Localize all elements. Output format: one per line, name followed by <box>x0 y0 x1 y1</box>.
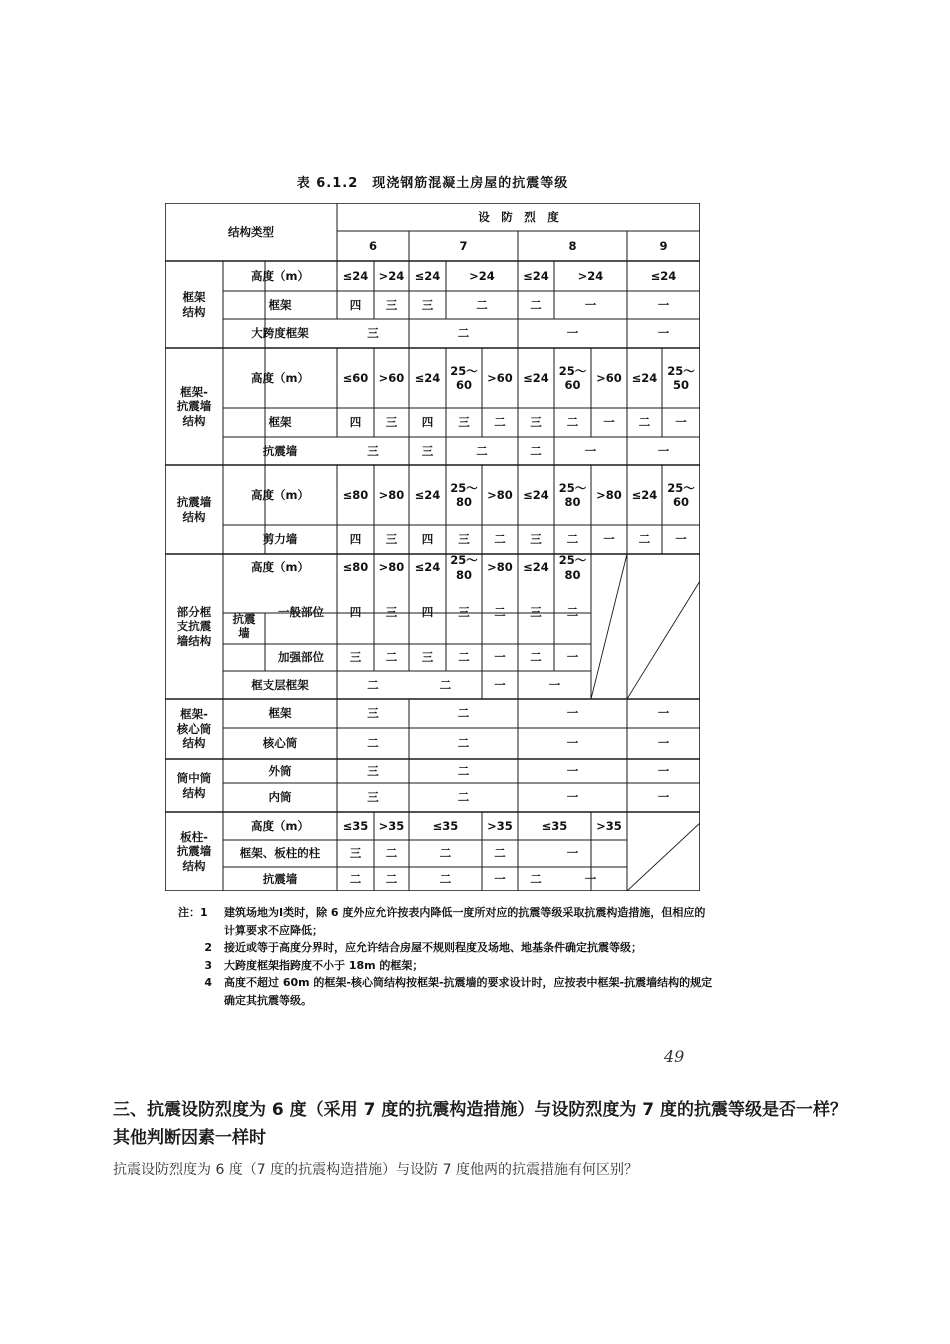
row-label-height: 高度（m） <box>251 560 309 575</box>
height-cell: ≤35 <box>432 818 459 833</box>
height-cell: ≤60 <box>342 370 369 385</box>
row-label-height: 高度（m） <box>251 268 309 283</box>
grade-cell: 二 <box>476 297 488 312</box>
grade-cell: 二 <box>385 846 398 861</box>
row-label-general: 一般部位 <box>278 605 324 620</box>
height-cell: >60 <box>596 370 622 385</box>
grade-cell: 一 <box>657 790 670 805</box>
row-label-frame: 框架 <box>268 297 292 312</box>
header-degree-9: 9 <box>659 238 668 253</box>
row-label-outer-tube: 外筒 <box>268 763 292 778</box>
height-cell: >80 <box>487 560 513 575</box>
table-notes <box>178 904 713 1010</box>
row-label-frame: 框架 <box>268 706 292 721</box>
grade-cell: 一 <box>566 790 579 805</box>
height-cell: 25～ 60 <box>450 363 478 392</box>
grade-cell: 二 <box>494 532 506 547</box>
grade-cell: 二 <box>457 790 470 805</box>
grade-cell: 二 <box>457 736 470 751</box>
seismic-grade-table <box>165 203 700 891</box>
group-frame-structure: 框架 结构 <box>182 290 206 319</box>
grade-cell: 三 <box>458 415 470 430</box>
group-tube-structure: 筒中筒 结构 <box>176 771 212 800</box>
grade-cell: 三 <box>367 706 379 721</box>
height-cell: 25～ 80 <box>450 553 478 582</box>
height-cell: ≤35 <box>541 818 568 833</box>
height-cell: ≤24 <box>414 370 441 385</box>
height-cell: >80 <box>378 560 405 575</box>
grade-cell: 二 <box>530 297 542 312</box>
grade-cell: 二 <box>439 871 452 886</box>
row-label-height: 高度（m） <box>251 487 309 502</box>
grade-cell: 三 <box>458 605 470 620</box>
grade-cell: 一 <box>657 736 670 751</box>
height-cell: ≤24 <box>414 487 441 502</box>
height-cell: 25～ 60 <box>667 480 695 509</box>
grade-cell: 三 <box>349 650 362 665</box>
grade-cell: 三 <box>367 763 379 778</box>
grade-cell: 一 <box>657 763 670 778</box>
grade-cell: 二 <box>638 415 651 430</box>
grade-cell: 二 <box>530 871 542 886</box>
height-cell: ≤24 <box>414 560 441 575</box>
grade-cell: 一 <box>657 297 670 312</box>
grade-cell: 二 <box>566 532 579 547</box>
height-cell: >80 <box>487 487 513 502</box>
header-degree-6: 6 <box>368 238 377 253</box>
grade-cell: 二 <box>367 677 379 692</box>
row-label-inner-tube: 内筒 <box>268 790 292 805</box>
grade-cell: 二 <box>457 706 470 721</box>
row-label-frame-column: 框架、板柱的柱 <box>239 846 321 861</box>
grade-cell: 一 <box>494 650 506 665</box>
grade-cell: 二 <box>349 871 362 886</box>
grade-cell: 二 <box>476 443 488 458</box>
grade-cell: 二 <box>566 415 579 430</box>
group-partial-structure: 部分框 支抗震 墙结构 <box>176 604 212 648</box>
grade-cell: 一 <box>548 677 561 692</box>
height-cell: >24 <box>378 268 405 283</box>
row-label-core: 核心筒 <box>262 736 298 751</box>
height-cell: >35 <box>487 818 513 833</box>
height-cell: ≤24 <box>523 560 549 575</box>
grade-cell: 一 <box>675 532 687 547</box>
grade-cell: 一 <box>657 706 670 721</box>
grade-cell: 一 <box>566 736 579 751</box>
grade-cell: 三 <box>367 790 379 805</box>
row-label-seismic-wall: 抗震墙 <box>262 871 298 886</box>
group-frame-wall-structure: 框架- 抗震墙 结构 <box>176 384 212 428</box>
grade-cell: 一 <box>566 326 579 341</box>
question-heading: 三、抗震设防烈度为 6 度（采用 7 度的抗震构造措施）与设防烈度为 7 度的抗震等级是否一样？其他判断因素一样时 <box>113 1100 847 1148</box>
grade-cell: 一 <box>494 871 506 886</box>
grade-cell: 四 <box>421 415 434 430</box>
height-cell: ≤24 <box>631 370 658 385</box>
grade-cell: 二 <box>439 677 452 692</box>
grade-cell: 三 <box>530 532 542 547</box>
group-wall-structure: 抗震墙 结构 <box>176 495 212 524</box>
grade-cell: 二 <box>566 605 579 620</box>
height-cell: >80 <box>378 487 405 502</box>
note-1-number: 注：1 <box>178 906 208 919</box>
row-label-frame: 框架 <box>268 415 292 430</box>
row-label-height: 高度（m） <box>251 818 309 833</box>
height-cell: ≤24 <box>523 370 549 385</box>
header-structure-type: 结构类型 <box>228 224 274 239</box>
grade-cell: 一 <box>584 297 597 312</box>
header-intensity: 设 防 烈 度 <box>478 209 559 224</box>
row-label-strengthen: 加强部位 <box>278 650 324 665</box>
height-cell: ≤24 <box>523 487 549 502</box>
grade-cell: 二 <box>494 846 506 861</box>
height-cell: 25～ 60 <box>558 363 587 392</box>
height-cell: ≤80 <box>342 487 369 502</box>
height-cell: >24 <box>469 268 495 283</box>
grade-cell: 一 <box>657 443 670 458</box>
height-cell: >35 <box>378 818 405 833</box>
grade-cell: 三 <box>349 846 362 861</box>
grade-cell: 四 <box>349 605 362 620</box>
height-cell: 25～ 80 <box>558 480 587 509</box>
page-number: 49 <box>664 1047 685 1066</box>
grade-cell: 三 <box>530 415 542 430</box>
grade-cell: 三 <box>385 532 398 547</box>
grade-cell: 三 <box>385 605 398 620</box>
grade-cell: 三 <box>458 532 470 547</box>
height-cell: >35 <box>596 818 622 833</box>
grade-cell: 二 <box>385 650 398 665</box>
note-2-number: 2 <box>204 941 212 955</box>
grade-cell: 一 <box>566 650 579 665</box>
grade-cell: 一 <box>584 871 597 886</box>
note-4-text: 高度不超过 60m 的框架-核心筒结构按框架-抗震墙的要求设计时，应按表中框架-抗震墙结构的规定确定其抗震等级。 <box>224 976 713 1007</box>
row-label-height: 高度（m） <box>251 370 309 385</box>
height-cell: >80 <box>596 487 622 502</box>
grade-cell: 一 <box>566 763 579 778</box>
grade-cell: 四 <box>349 297 362 312</box>
note-4-number: 4 <box>204 976 212 990</box>
note-3-text: 大跨度框架指跨度不小于 18m 的框架； <box>224 958 424 972</box>
question-body: 抗震设防烈度为 6 度（7 度的抗震构造措施）与设防 7 度他两的抗震措施有何区别？ <box>113 1162 638 1178</box>
note-3 <box>178 957 713 975</box>
height-cell: ≤24 <box>650 268 677 283</box>
height-cell: 25～ 80 <box>558 553 587 582</box>
table-title: 表 6.1.2 现浇钢筋混凝土房屋的抗震等级 <box>296 176 569 191</box>
height-cell: 25～ 50 <box>667 363 695 392</box>
grade-cell: 一 <box>603 415 615 430</box>
grade-cell: 三 <box>367 326 379 341</box>
note-2 <box>178 939 713 957</box>
grade-cell: 二 <box>530 443 542 458</box>
grade-cell: 二 <box>494 415 506 430</box>
height-cell: ≤24 <box>523 268 549 283</box>
grade-cell: 二 <box>458 650 470 665</box>
header-degree-7: 7 <box>459 238 468 253</box>
row-label-shear-wall: 剪力墙 <box>262 532 298 547</box>
grade-cell: 二 <box>439 846 452 861</box>
grade-cell: 四 <box>421 605 434 620</box>
note-2-text: 接近或等于高度分界时，应允许结合房屋不规则程度及场地、地基条件确定抗震等级； <box>224 941 642 955</box>
height-cell: ≤24 <box>414 268 441 283</box>
header-degree-8: 8 <box>568 238 577 253</box>
grade-cell: 二 <box>457 326 470 341</box>
grade-cell: 一 <box>657 326 670 341</box>
grade-cell: 三 <box>367 443 379 458</box>
height-cell: >24 <box>577 268 604 283</box>
note-1 <box>178 904 713 939</box>
grade-cell: 四 <box>349 532 362 547</box>
note-3-number: 3 <box>204 958 212 972</box>
row-label-seismic-wall: 抗震墙 <box>262 443 298 458</box>
grade-cell: 二 <box>494 605 506 620</box>
grade-cell: 三 <box>421 297 434 312</box>
note-1-text: 建筑场地为Ⅰ类时，除 6 度外应允许按表内降低一度所对应的抗震等级采取抗震构造措施，但相应的计算要求不应降低； <box>224 906 706 937</box>
grade-cell: 二 <box>638 532 651 547</box>
grade-cell: 三 <box>530 605 542 620</box>
height-cell: ≤24 <box>342 268 369 283</box>
note-4 <box>178 974 713 1009</box>
grade-cell: 三 <box>421 443 434 458</box>
grade-cell: 二 <box>385 871 398 886</box>
grade-cell: 一 <box>566 846 579 861</box>
grade-cell: 一 <box>584 443 597 458</box>
height-cell: >60 <box>487 370 513 385</box>
height-cell: 25～ 80 <box>450 480 478 509</box>
grade-cell: 一 <box>603 532 615 547</box>
grade-cell: 一 <box>566 706 579 721</box>
grade-cell: 一 <box>675 415 687 430</box>
row-label-wall: 抗震 墙 <box>232 611 256 640</box>
group-slab-column-structure: 板柱- 抗震墙 结构 <box>176 829 212 873</box>
grade-cell: 三 <box>421 650 434 665</box>
grade-cell: 二 <box>457 763 470 778</box>
grade-cell: 二 <box>530 650 542 665</box>
grade-cell: 二 <box>367 736 379 751</box>
grade-cell: 四 <box>421 532 434 547</box>
group-frame-core-structure: 框架- 核心筒 结构 <box>176 707 212 751</box>
height-cell: ≤35 <box>342 818 369 833</box>
grade-cell: 四 <box>349 415 362 430</box>
grade-cell: 三 <box>385 415 398 430</box>
height-cell: >60 <box>378 370 405 385</box>
grade-cell: 一 <box>494 677 506 692</box>
row-label-transfer: 框支层框架 <box>251 677 309 692</box>
height-cell: ≤24 <box>631 487 658 502</box>
row-label-long-span: 大跨度框架 <box>251 326 309 341</box>
height-cell: ≤80 <box>342 560 369 575</box>
grade-cell: 三 <box>385 297 398 312</box>
